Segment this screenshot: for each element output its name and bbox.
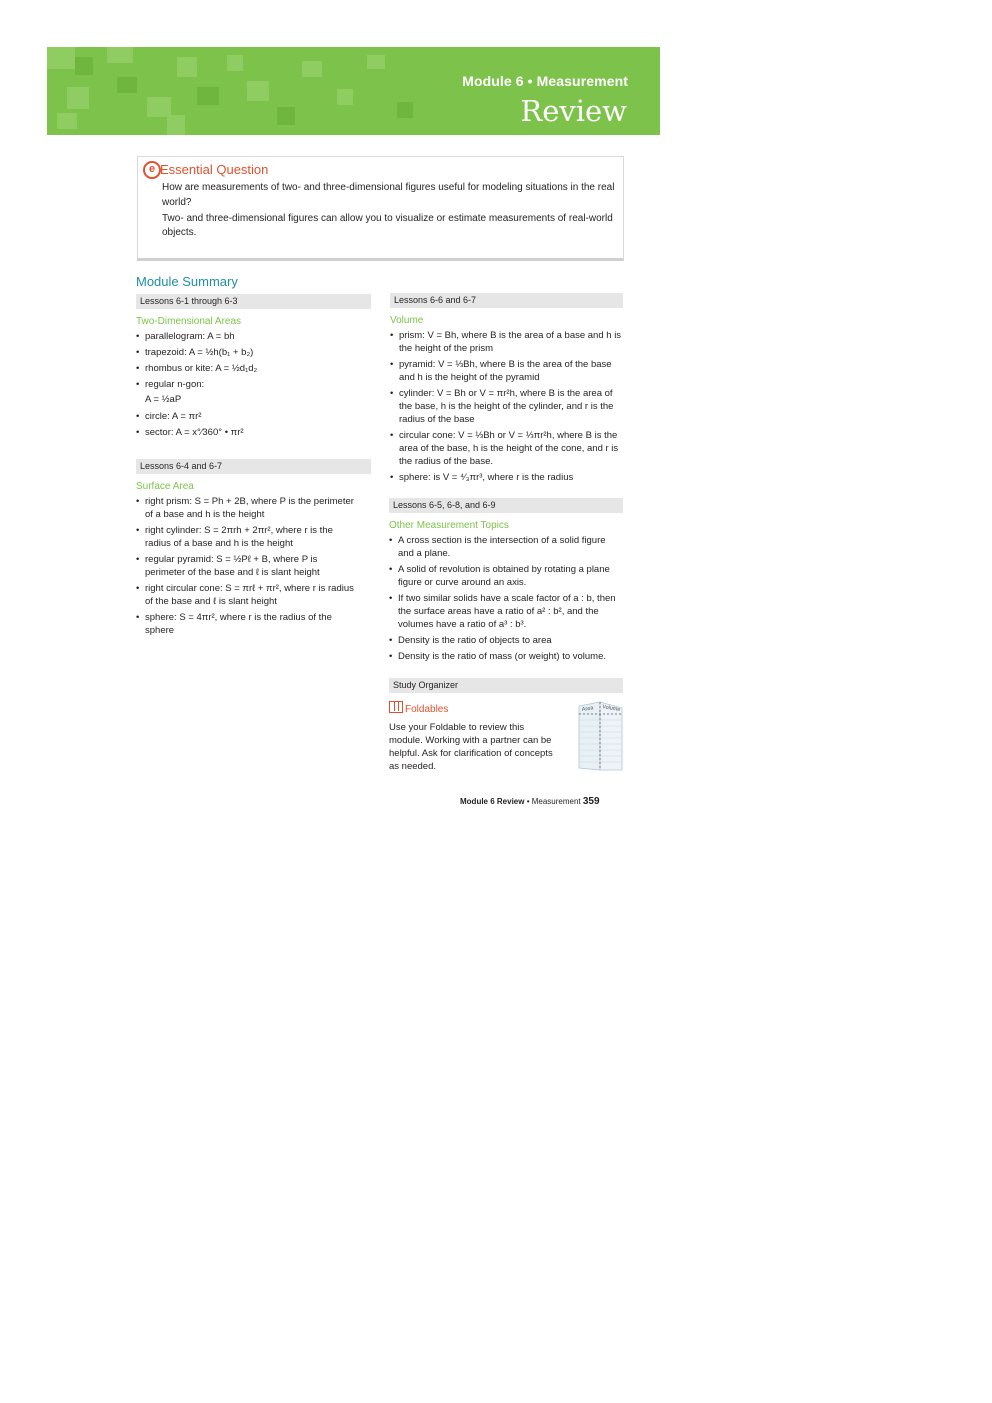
banner-tile <box>277 107 295 125</box>
foldables-text: Use your Foldable to review this module. Working with a partner can be helpful. Ask for clarification of concepts as needed. <box>389 722 553 772</box>
list-item: • regular pyramid: S = ½Pℓ + B, where P is perimeter of the base and ℓ is slant height <box>136 553 358 579</box>
banner-tile <box>75 57 93 75</box>
list-item-continuation: A = ½aP <box>145 394 182 405</box>
header-banner <box>47 47 660 135</box>
banner-tile <box>147 97 171 117</box>
essential-question-text: How are measurements of two- and three-dimensional figures useful for modeling situations in the real world? <box>162 182 615 208</box>
foldable-tab-volume: Volume <box>601 704 621 714</box>
list-item: • Density is the ratio of mass (or weight) to volume. <box>389 650 623 663</box>
essential-question-title: Essential Question <box>160 162 269 177</box>
two-dimensional-areas-section <box>136 316 368 442</box>
list-item: • sector: A = x°⁄360° • πr² <box>136 426 368 439</box>
list-item: • circular cone: V = ⅓Bh or V = ⅓πr²h, where B is the area of the base, h is the height of the cone, and r is the radius of the base. <box>390 429 622 468</box>
study-organizer-bar: Study Organizer <box>389 678 623 693</box>
banner-tile <box>117 77 137 93</box>
banner-tile <box>227 55 243 71</box>
list-item: • sphere: S = 4πr², where r is the radius of the sphere <box>136 611 358 637</box>
banner-tile <box>337 89 353 105</box>
other-topics-section <box>389 520 623 666</box>
lessons-bar-6-4-6-7: Lessons 6-4 and 6-7 <box>136 459 371 474</box>
module-summary-title: Module Summary <box>136 274 238 289</box>
banner-tile <box>57 113 77 129</box>
list-item: • right circular cone: S = πrℓ + πr², where r is radius of the base and ℓ is slant height <box>136 582 358 608</box>
footer-subject: • Measurement <box>524 797 583 806</box>
list-item: • A cross section is the intersection of a solid figure and a plane. <box>389 534 623 560</box>
foldables-title: Foldables <box>405 704 449 715</box>
list-item: • prism: V = Bh, where B is the area of a base and h is the height of the prism <box>390 329 622 355</box>
section-heading: Two-Dimensional Areas <box>136 316 242 327</box>
volume-section <box>390 315 622 487</box>
lessons-bar-6-6-6-7: Lessons 6-6 and 6-7 <box>390 293 623 308</box>
banner-tile <box>397 102 413 118</box>
study-organizer <box>389 699 559 773</box>
list-item: • rhombus or kite: A = ½d₁d₂ <box>136 362 368 375</box>
list-item: • If two similar solids have a scale factor of a : b, then the surface areas have a ratio of a² : b², and the volumes have a ratio of a³ : b³. <box>389 592 623 631</box>
foldables-icon <box>389 701 403 713</box>
list-item: • parallelogram: A = bh <box>136 330 368 343</box>
list-item: • A solid of revolution is obtained by rotating a plane figure or curve around an axis. <box>389 563 623 589</box>
lessons-bar-6-5-6-8-6-9: Lessons 6-5, 6-8, and 6-9 <box>389 498 623 513</box>
foldable-tab-area: Area <box>581 705 594 713</box>
module-title: Module 6 • Measurement <box>462 73 628 89</box>
foldable-illustration <box>577 698 623 772</box>
surface-area-section <box>136 481 358 640</box>
essential-question-icon: e <box>143 161 161 179</box>
page-title: Review <box>520 94 627 128</box>
banner-tile <box>47 47 75 69</box>
section-heading: Surface Area <box>136 481 194 492</box>
page-number: 359 <box>582 796 600 807</box>
list-item: • Density is the ratio of objects to area <box>389 634 623 647</box>
banner-tile <box>167 115 185 135</box>
banner-tile <box>177 57 197 77</box>
banner-tile <box>302 61 322 77</box>
list-item: • cylinder: V = Bh or V = πr²h, where B is the area of the base, h is the height of the cylinder, and r is the radius of the base <box>390 387 622 426</box>
list-item: • right cylinder: S = 2πrh + 2πr², where r is the radius of a base and h is the height <box>136 524 358 550</box>
section-heading: Volume <box>390 315 424 326</box>
banner-tile <box>247 81 269 101</box>
list-item: • sphere: is V = ⁴⁄₃πr³, where r is the radius <box>390 471 622 484</box>
banner-tile <box>67 87 89 109</box>
section-heading: Other Measurement Topics <box>389 520 509 531</box>
footer-module: Module 6 Review <box>460 797 525 806</box>
list-item: • trapezoid: A = ½h(b₁ + b₂) <box>136 346 368 359</box>
list-item: • pyramid: V = ⅓Bh, where B is the area of the base and h is the height of the pyramid <box>390 358 622 384</box>
essential-question-answer: Two- and three-dimensional figures can allow you to visualize or estimate measurements of real-world objects. <box>162 213 613 238</box>
list-item: • right prism: S = Ph + 2B, where P is the perimeter of a base and h is the height <box>136 495 358 521</box>
lessons-bar-6-1-6-3: Lessons 6-1 through 6-3 <box>136 294 371 309</box>
banner-tile <box>367 55 385 69</box>
banner-tile <box>197 87 219 105</box>
list-item: • regular n-gon: <box>136 378 368 391</box>
list-item: • circle: A = πr² <box>136 410 368 423</box>
essential-question-box <box>137 156 624 261</box>
banner-tile <box>107 47 133 63</box>
page-footer <box>460 796 600 807</box>
